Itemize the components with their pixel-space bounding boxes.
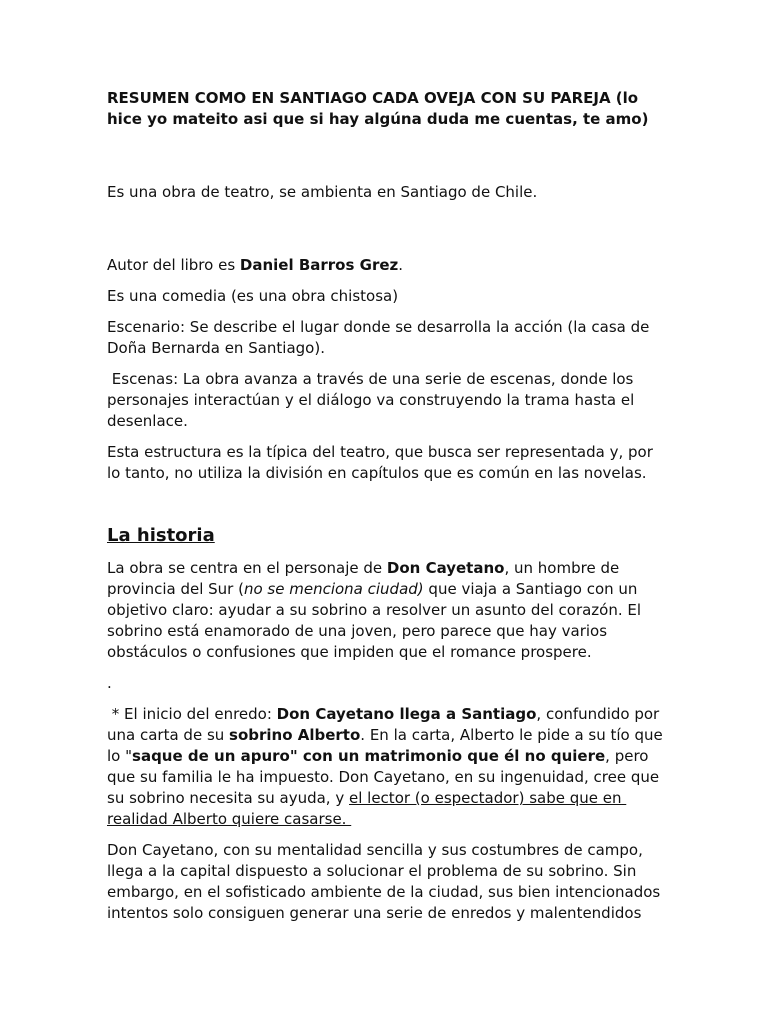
text-run: La obra se centra en el personaje de	[107, 559, 387, 577]
intro-paragraph: Es una obra de teatro, se ambienta en Santiago de Chile.	[107, 183, 538, 201]
genre-paragraph: Es una comedia (es una obra chistosa)	[107, 287, 399, 305]
text-run: , pero que su familia le ha impuesto. Don Cayetano, en su ingenuidad, cree que su sobrino necesita su ayuda, y	[107, 747, 664, 807]
author-suffix: .	[398, 256, 404, 274]
history-paragraph-3: Don Cayetano, con su mentalidad sencilla y sus costumbres de campo, llega a la capital dispuesto a solucionar el problema de su sobrino. Sin embargo, en el sofisticado ambiente de la ciudad, sus bien intencionados intentos solo consiguen generar una serie de enredos y malentendidos	[107, 841, 661, 922]
structure-paragraph: Esta estructura es la típica del teatro, que busca ser representada y, por lo tanto, no utiliza la división en capítulos que es común en las novelas.	[107, 443, 653, 482]
history-paragraph-1	[107, 558, 667, 663]
author-name: Daniel Barros Grez	[239, 256, 399, 274]
bold-run: Don Cayetano llega a Santiago	[276, 705, 537, 723]
text-run: , confundido por una carta de su	[107, 705, 664, 744]
section-heading-historia: La historia	[107, 525, 215, 546]
bold-run: saque de un apuro" con un matrimonio que él no quiere	[132, 747, 606, 765]
spacer	[107, 130, 667, 182]
dot-paragraph: .	[107, 674, 112, 692]
italic-run: no se menciona ciudad)	[243, 580, 424, 598]
document-title: RESUMEN COMO EN SANTIAGO CADA OVEJA CON SU PAREJA (lo hice yo mateito asi que si hay algúna duda me cuentas, te amo)	[107, 89, 649, 128]
underline-run: el lector (o espectador) sabe que en realidad Alberto quiere casarse.	[107, 789, 627, 828]
spacer	[107, 213, 667, 255]
bold-run: sobrino Alberto	[229, 726, 361, 744]
scenario-paragraph: Escenario: Se describe el lugar donde se desarrolla la acción (la casa de Doña Bernarda en Santiago).	[107, 318, 650, 357]
author-prefix: Autor del libro es	[107, 256, 240, 274]
text-run: . En la carta, Alberto le pide a su tío que lo "	[107, 726, 668, 765]
text-run: , un hombre de provincia del Sur (	[107, 559, 620, 598]
document-page	[107, 88, 667, 934]
text-run: que viaja a Santiago con un objetivo claro: ayudar a su sobrino a resolver un asunto del corazón. El sobrino está enamorado de una joven, pero parece que hay varios obstáculos o confusiones que impiden que el romance prospere.	[107, 580, 642, 661]
spacer	[107, 494, 667, 524]
author-paragraph	[107, 255, 667, 276]
bold-run: Don Cayetano	[386, 559, 505, 577]
scenes-paragraph: Escenas: La obra avanza a través de una serie de escenas, donde los personajes interactúan y el diálogo va construyendo la trama hasta el desenlace.	[107, 370, 640, 430]
text-run: * El inicio del enredo:	[107, 705, 277, 723]
history-paragraph-2	[107, 704, 667, 830]
